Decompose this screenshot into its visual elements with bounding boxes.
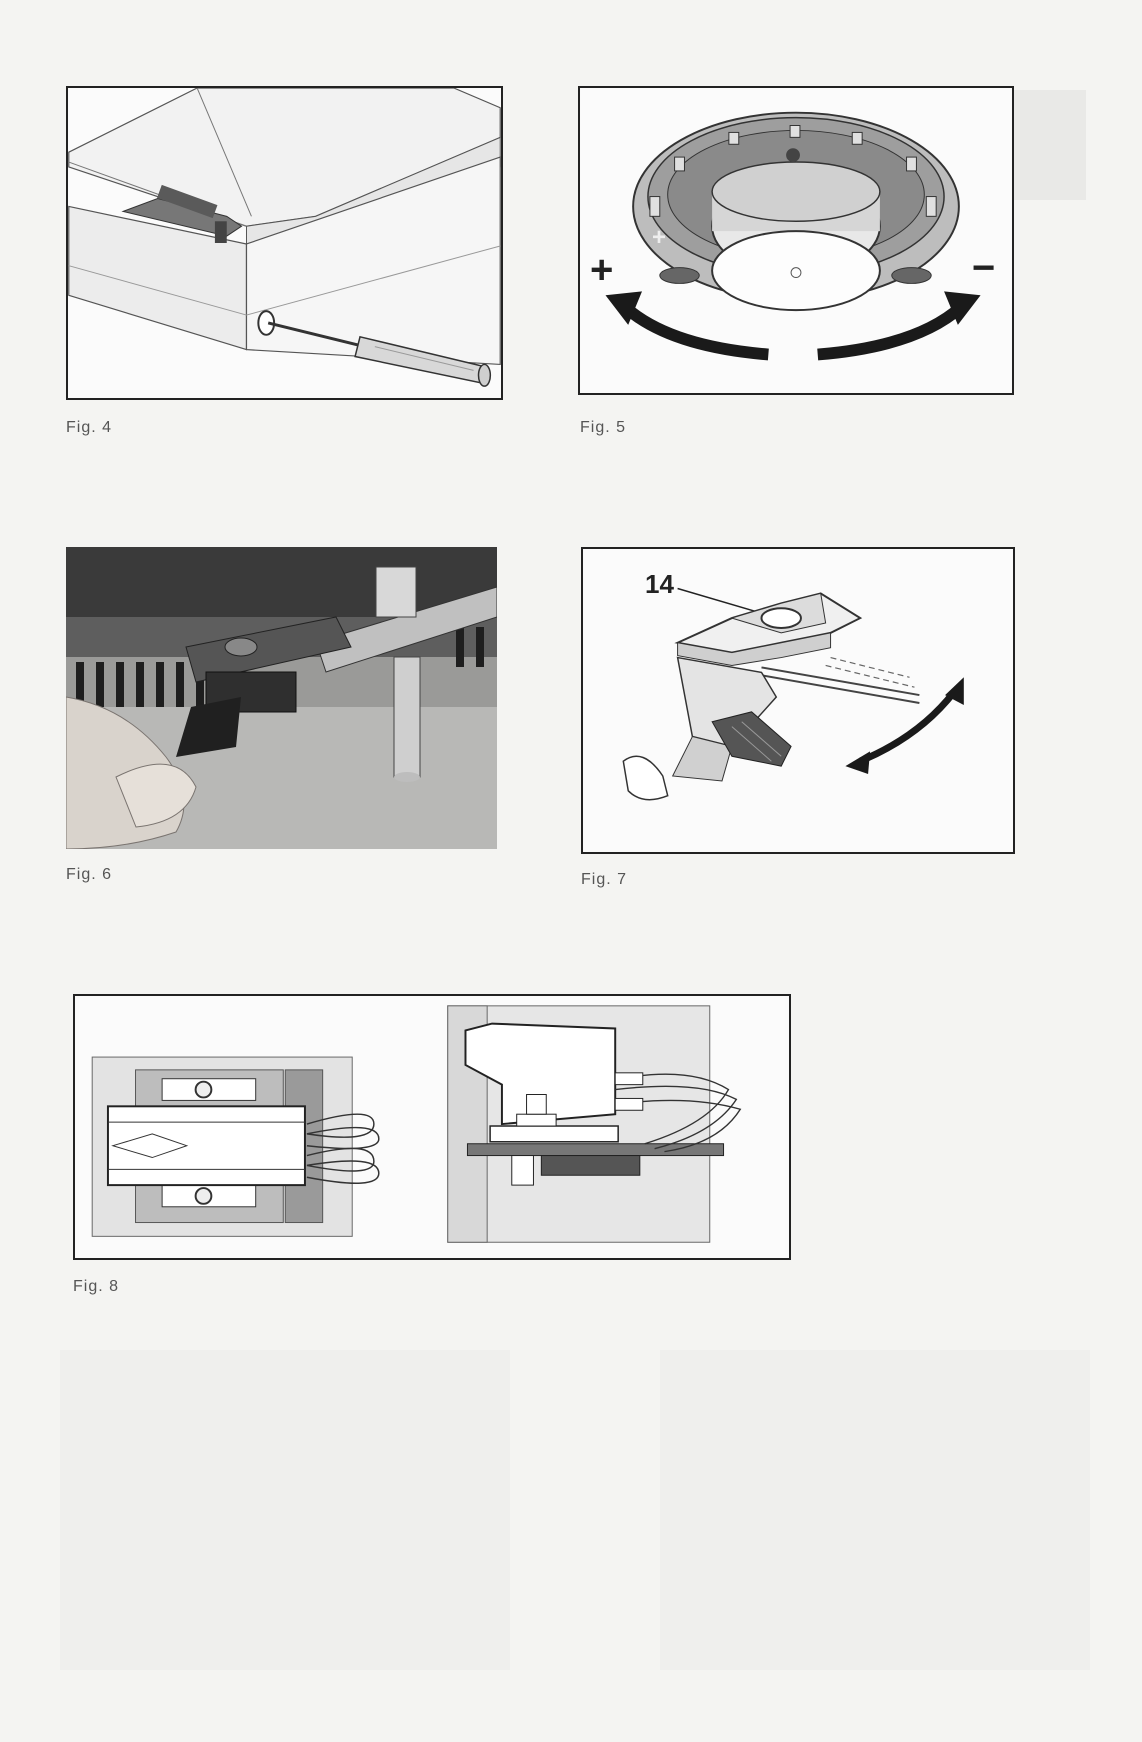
figure-6-caption: Fig. 6 — [66, 866, 113, 883]
figure-7-panel — [581, 547, 1015, 854]
figure-8-caption: Fig. 8 — [73, 1278, 120, 1295]
figure-8-panel — [73, 994, 791, 1260]
figure-5-caption: Fig. 5 — [580, 419, 627, 436]
minus-sign: − — [972, 246, 996, 290]
figure-4-caption: Fig. 4 — [66, 419, 113, 436]
figure-4-illustration — [68, 88, 501, 398]
plus-sign: + — [590, 248, 614, 292]
figure-5-illustration — [580, 88, 1012, 393]
figure-6-illustration — [66, 547, 497, 849]
figure-5-panel — [578, 86, 1014, 395]
figure-8-illustration — [75, 996, 789, 1258]
callout-number: 14 — [645, 569, 674, 599]
figure-6-photo — [66, 547, 497, 849]
bleed-through-block-left — [60, 1350, 510, 1670]
ring-plus-marking: + — [652, 224, 667, 251]
bleed-through-block-right — [660, 1350, 1090, 1670]
figure-7-caption: Fig. 7 — [581, 871, 628, 888]
figure-4-panel — [66, 86, 503, 400]
